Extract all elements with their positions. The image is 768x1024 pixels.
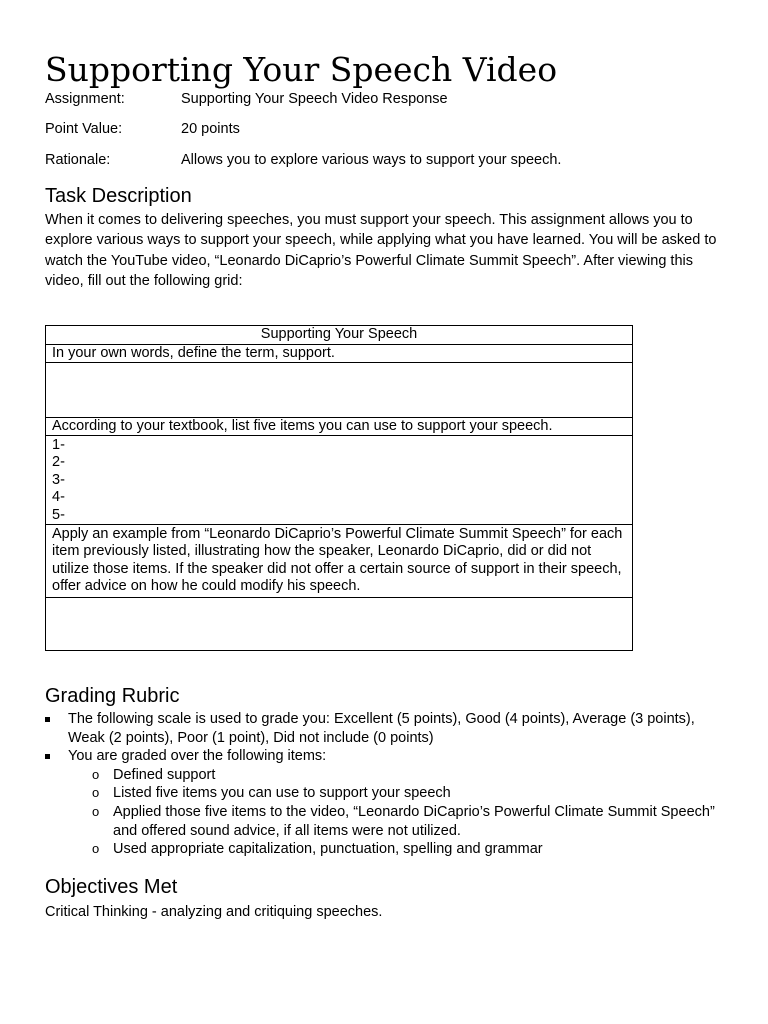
- assignment-label: Assignment:: [45, 91, 125, 107]
- rubric-sub-item-text: Applied those five items to the video, “Leonardo DiCaprio’s Powerful Climate Summit Speech” and offered sound advice, if all items were not utilized.: [113, 803, 715, 839]
- rubric-scale-text: The following scale is used to grade you: Excellent (5 points), Good (4 points), Average (3 points), Weak (2 points), Poor (1 point), Did not include (0 points): [68, 711, 695, 746]
- rubric-sub-item: [45, 766, 735, 785]
- square-bullet-icon: [45, 754, 50, 759]
- rationale-row: [45, 150, 561, 170]
- assignment-row: [45, 89, 448, 109]
- grid-question-list-items: According to your textbook, list five items you can use to support your speech.: [46, 417, 632, 435]
- square-bullet-icon: [45, 717, 50, 722]
- grid-answer-define-support: [46, 362, 632, 417]
- grid-list-item: 5-: [52, 506, 65, 523]
- point-value-row: [45, 119, 240, 139]
- circle-bullet-icon: o: [92, 766, 100, 782]
- rubric-graded-items-text: You are graded over the following items:: [68, 748, 327, 765]
- grid-header-cell: Supporting Your Speech: [260, 326, 418, 342]
- grid-list-item: 3-: [52, 471, 65, 488]
- rubric-bullet-item: [45, 710, 735, 747]
- assignment-value: Supporting Your Speech Video Response: [181, 91, 448, 107]
- rubric-bullet-item: [45, 747, 735, 859]
- rationale-value: Allows you to explore various ways to support your speech.: [181, 152, 562, 168]
- grid-list-item: 1-: [52, 437, 65, 453]
- grid-list-item: 2-: [52, 454, 65, 471]
- grading-rubric-heading: Grading Rubric: [45, 685, 180, 707]
- objectives-met-text: Critical Thinking - analyzing and critiquing speeches.: [45, 904, 383, 920]
- rubric-sub-item: [45, 784, 735, 803]
- task-description-text: When it comes to delivering speeches, you must support your speech. This assignment allows you to explore various ways to support your speech, while applying what you have learned. You will be asked to watch the YouTube video, “Leonardo DiCaprio’s Powerful Climate Summit Speech”. After viewing this video, fill out the following grid:: [45, 212, 717, 289]
- grid-answer-apply-example: [46, 597, 632, 650]
- point-value-label: Point Value:: [45, 121, 123, 137]
- support-grid-table: [45, 325, 633, 651]
- document-title: Supporting Your Speech Video: [45, 50, 558, 89]
- grid-list-item: 4-: [52, 489, 65, 506]
- rubric-sub-item: [45, 803, 735, 840]
- grid-question-apply-example: Apply an example from “Leonardo DiCaprio’s Powerful Climate Summit Speech” for each item previously listed, illustrating how the speaker, Leonardo DiCaprio, did or did not utilize those items. If the speaker did not offer a certain source of support in their speech, offer advice on how he could modify his speech.: [46, 524, 632, 597]
- point-value-value: 20 points: [181, 121, 240, 137]
- grid-answer-list-items: [46, 435, 632, 524]
- grid-question-define-support: In your own words, define the term, support.: [46, 344, 632, 362]
- circle-bullet-icon: o: [92, 803, 100, 819]
- task-description-heading: Task Description: [45, 185, 192, 207]
- grading-rubric-list: [45, 710, 735, 859]
- rationale-label: Rationale:: [45, 152, 111, 168]
- rubric-sub-item-text: Used appropriate capitalization, punctuation, spelling and grammar: [113, 841, 543, 858]
- rubric-sub-item-text: Listed five items you can use to support your speech: [113, 785, 451, 802]
- rubric-sub-item: [45, 840, 735, 859]
- rubric-sub-list: [45, 766, 735, 859]
- circle-bullet-icon: o: [92, 841, 100, 857]
- circle-bullet-icon: o: [92, 785, 100, 801]
- objectives-met-heading: Objectives Met: [45, 876, 178, 898]
- rubric-sub-item-text: Defined support: [113, 766, 216, 783]
